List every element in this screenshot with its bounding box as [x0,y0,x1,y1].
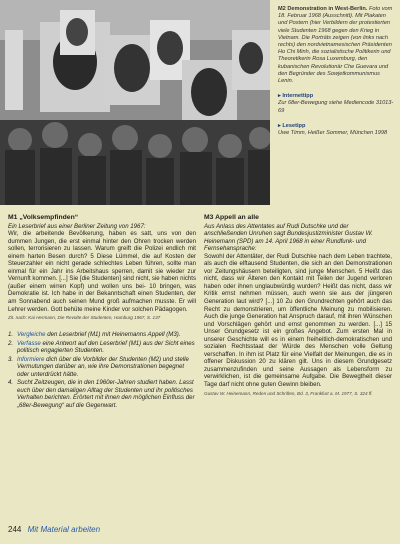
m1-body: Wir, die arbeitende Bevölkerung, haben es satt, uns von den dummen Jungen, die erst einmal hinter den Ohren trocken werden sollen, terrorisieren zu lassen. Warum greift die Polizei endlich mit einem harten Besen durch? 5 Diese Lümmel, die auf Kosten der Steuerzahler ein nicht gerade schlechtes Leben führen, sollte man einmal für ein Jahr ins Arbeitshaus sperren, damit sie wieder zur Vernunft kommen. [...] Sie [die Studenten] sind nicht, sie haben nichts (außer einem wirren Kopf) und wollen uns bei- 10 bringen, was Demokratie ist. Ich habe in der Bekanntschaft einen Studenten, der am Sonnabend auch seinen Mund groß aufmachen musste. Er will Lehrer werden. Gott behüte meine Kinder vor solchen Pädagogen. [8,230,196,313]
caption-sidebar [278,6,396,137]
tip-text: Zur 68er-Bewegung siehe Mediencode 31013-69 [278,100,394,114]
m3-body: Sowohl der Attentäter, der Rudi Dutschke nach dem Leben trachtete, als auch die elftausend Studenten, die sich an den Demonstrationen vor Zeitungshäusern beteiligten, sind junge Menschen. 5 Heißt das nicht, dass wir Älteren den Kontakt mit Teilen der Jugend verloren haben oder ihnen unglaubwürdig wurden? Heißt das nicht, dass wir Kritik ernst nehmen müssen, auch wenn sie aus der jüngeren Generation laut wird? [...] 10 Zu den Grundrechten gehört auch das Recht zu demonstrieren, um öffentliche Meinung zu mobilisieren. Auch die junge Generation hat Anspruch darauf, mit ihren Wünschen und Vorschlägen gehört und ernst genommen zu werden. [...] 15 Unser Grundgesetz ist ein großes Angebot. Zum ersten Mal in unserer Geschichte will es in einem freiheitlich-demokratischen und sozialen Rechtsstaat der Würde des Menschen volle Geltung verschaffen. In ihm ist Platz für eine Vielfalt der Meinungen, die es in offener Diskussion 20 zu klären gilt. Uns in diesem Grundgesetz zusammenzufinden und seine Aussagen als Lebensform zu verwirklichen, ist die gemeinsame Aufgabe. Die Bewegtheit dieser Tage darf nicht ohne guten Gewinn bleiben. [204,252,392,389]
internet-tip [278,93,396,115]
photo-caption [278,6,396,85]
task-item: 2. Verfasse eine Antwort auf den Leserbrief (M1) aus der Sicht eines politisch engagierten Studenten. [8,339,195,355]
m1-heading: M1 „Volksempfinden“ [8,214,79,221]
triangle-icon: ▸ [278,93,283,100]
m1-source: Zit. nach: Kai Hermann, Die Revolte der Studenten, Hamburg 1967, S. 137 [8,315,161,321]
task-item: 4. Sucht Zeitzeugen, die in den 1960er-Jahren studiert haben. Lasst euch über den damaligen Alltag der Studenten und ihr politisches Verhalten berichten. Erörtert mit ihnen den möglichen Einfluss der „68er-Bewegung“ auf die Gegenwart. [8,379,195,410]
triangle-icon: ▸ [278,122,283,129]
m3-source: Gustav W. Heinemann, Reden und Schriften, Bd. 3, Frankfurt a. M. 1977, S. 324 ff. [204,390,373,396]
task-item: 1. Vergleiche den Leserbrief (M1) mit Heinemanns Appell (M3). [8,331,181,339]
m3-heading: M3 Appell an alle [204,214,259,221]
m1-intro: Ein Leserbrief aus einer Berliner Zeitung von 1967: [8,222,146,230]
section-label: Mit Material arbeiten [27,525,101,534]
task-item: 3. Informiere dich über die Vorbilder der Studenten (M2) und stelle Vermutungen darüber an, wie ihre Demonstrationen begegnet oder unterdrückt hätte. [8,355,189,378]
caption-body: Foto vom 18. Februar 1968 (Ausschnitt). Mit Plakaten und Postern (hier Verbildern der protestierten viele Studenten 1968 gegen den Krieg in Vietnam. Die Porträts zeigen (von links nach rechts) den nordvietnamesischen Präsidenten Ho Chi Minh, die sozialistische Politikerin und Theoretikerin Rosa Luxemburg, den kubanischen Revolutionär Che Guevara und den Begründer des Sowjetkommunismus Lenin. [278,6,393,85]
m3-intro: Aus Anlass des Attentates auf Rudi Dutschke und der anschließenden Unruhen sagt Bundesjustizminister Gustav W. Heinemann (SPD) am 14. April 1968 in einer Rundfunk- und Fernsehansprache: [204,222,373,253]
demonstration-photo [0,0,270,205]
page-footer [8,525,100,534]
tip-text: Uwe Timm, Heißer Sommer, München 1998 [278,130,388,137]
tip-heading: Internettipp [282,93,314,100]
right-column [204,214,392,397]
left-column [8,214,196,411]
reading-tip [278,123,396,137]
task-list [8,331,196,409]
caption-title: M2 Demonstration in West-Berlin. [278,6,368,12]
tip-heading: Lesetipp [282,122,306,129]
page-number: 244 [8,525,22,534]
